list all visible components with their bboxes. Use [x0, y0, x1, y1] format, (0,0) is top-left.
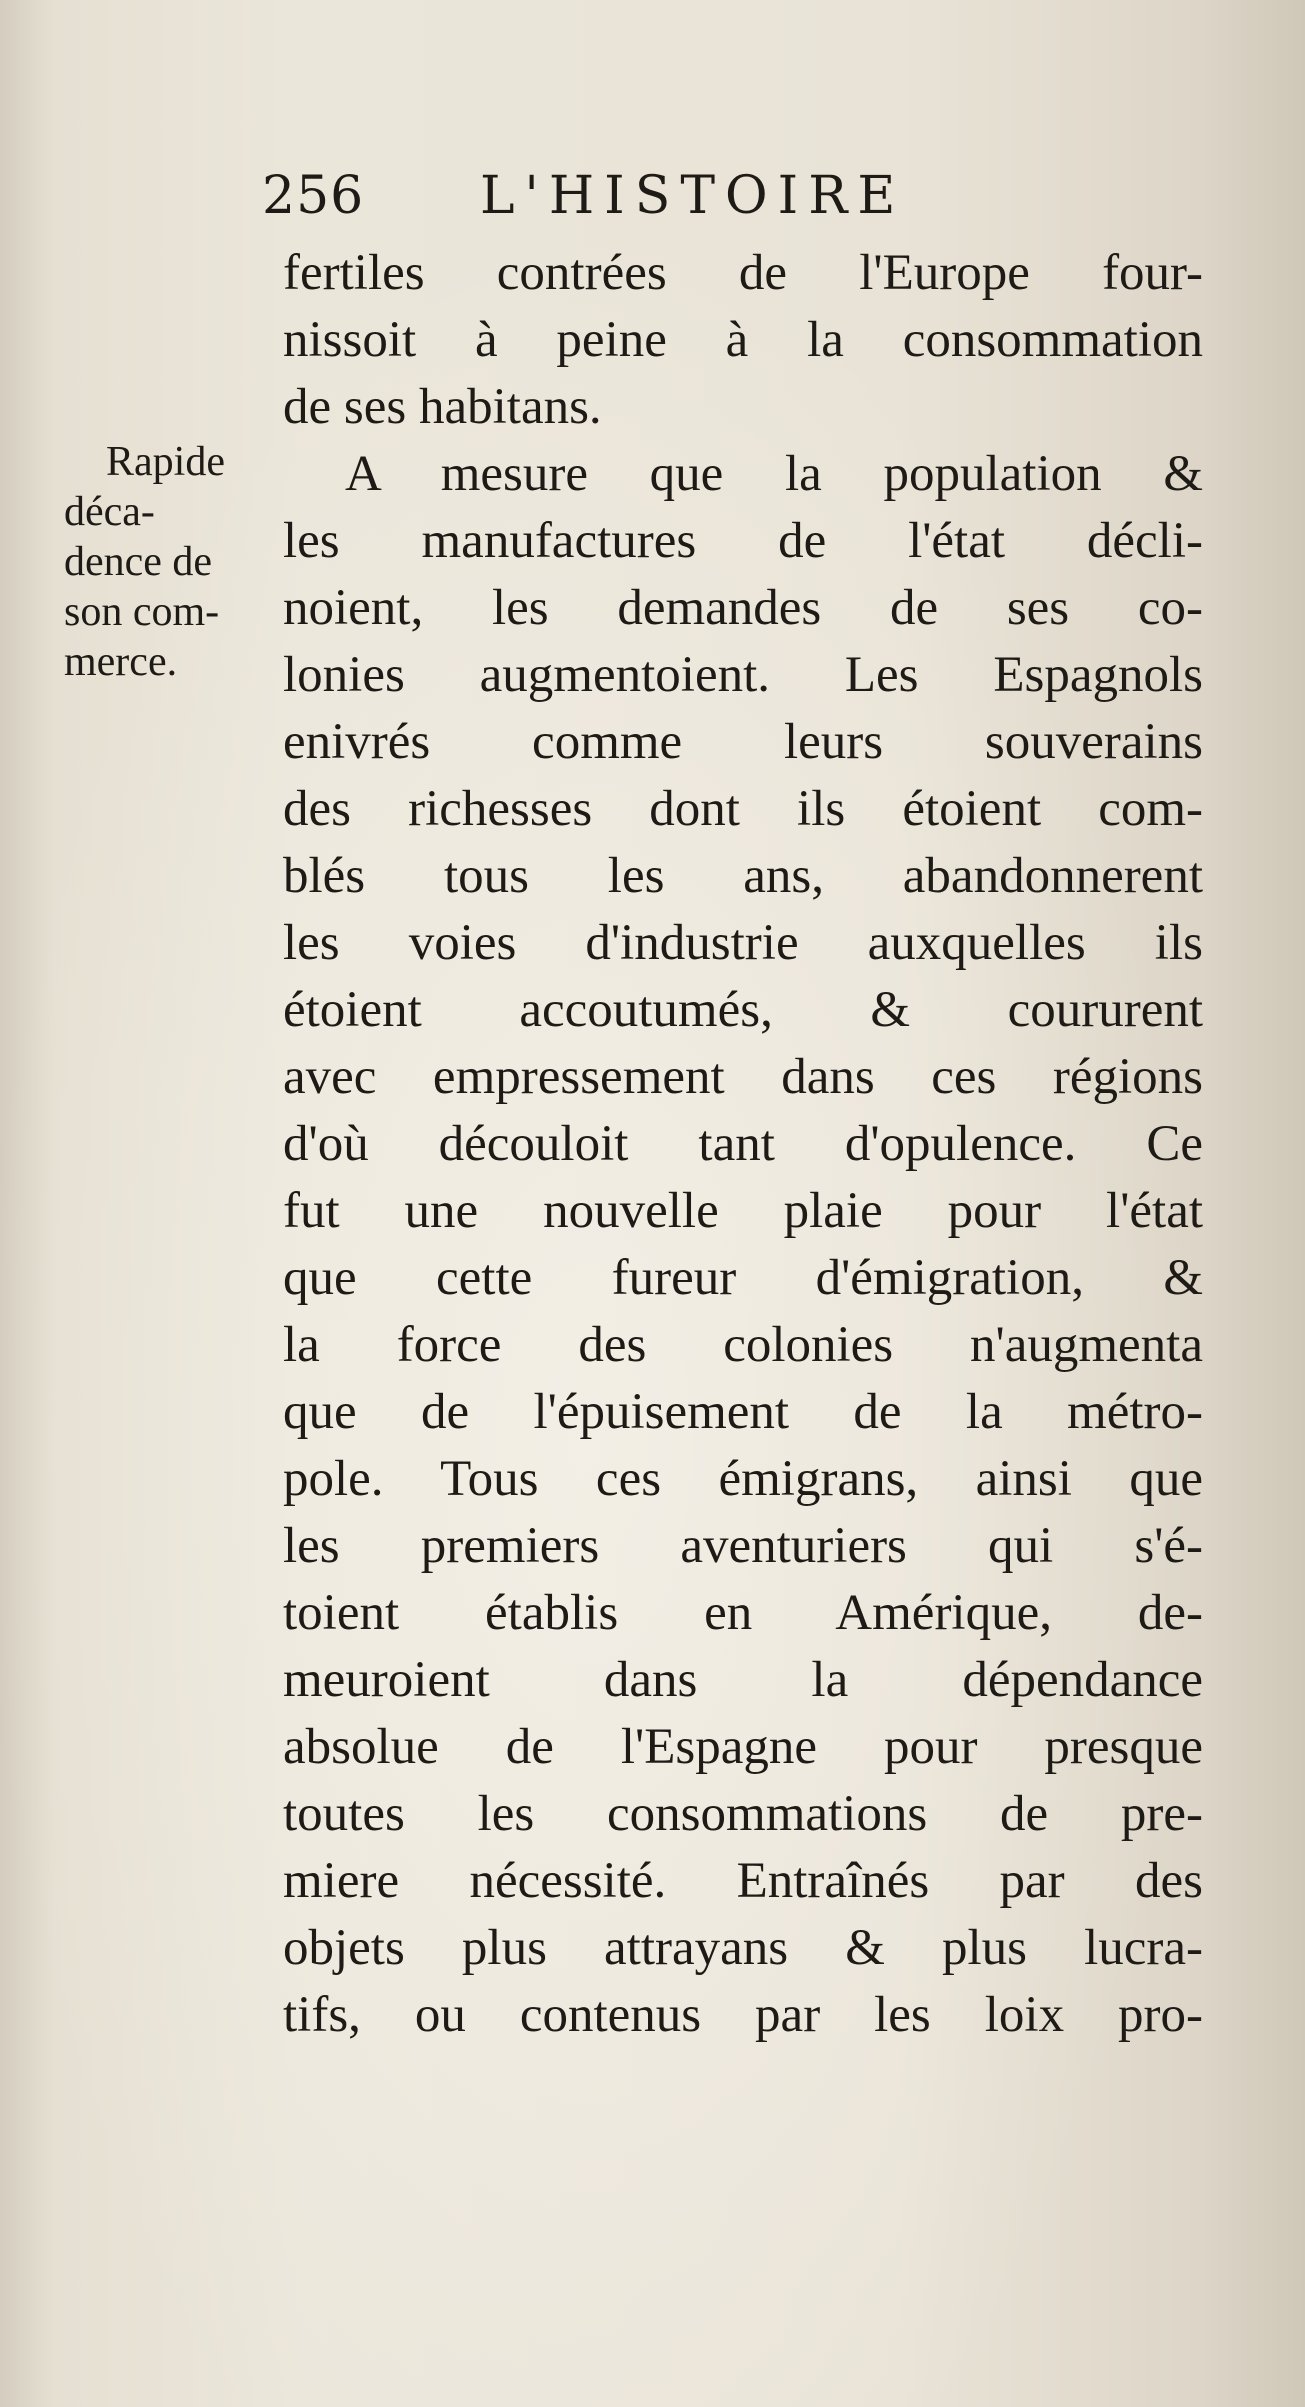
- text-line: absolue de l'Espagne pour presque: [283, 1719, 1203, 1775]
- text-line: miere nécessité. Entraînés par des: [283, 1853, 1203, 1909]
- text-line: les voies d'industrie auxquelles ils: [283, 915, 1203, 971]
- running-head: L'HISTOIRE: [480, 166, 906, 226]
- page-header: [262, 160, 1022, 232]
- text-line: enivrés comme leurs souverains: [283, 714, 1203, 770]
- margin-note-line: Rapide: [106, 439, 225, 485]
- text-line: lonies augmentoient. Les Espagnols: [283, 647, 1203, 703]
- text-line: meuroient dans la dépendance: [283, 1652, 1203, 1708]
- text-line: toutes les consommations de pre-: [283, 1786, 1203, 1842]
- text-line: fertiles contrées de l'Europe four-: [283, 245, 1203, 301]
- page-number: 256: [262, 166, 365, 226]
- text-line: que de l'épuisement de la métro-: [283, 1384, 1203, 1440]
- text-line: pole. Tous ces émigrans, ainsi que: [283, 1451, 1203, 1507]
- margin-note-line: merce.: [64, 639, 178, 685]
- text-line: les manufactures de l'état décli-: [283, 513, 1203, 569]
- text-line: A mesure que la population &: [345, 446, 1203, 502]
- text-line: objets plus attrayans & plus lucra-: [283, 1920, 1203, 1976]
- text-line: fut une nouvelle plaie pour l'état: [283, 1183, 1203, 1239]
- text-line: la force des colonies n'augmenta: [283, 1317, 1203, 1373]
- text-line: que cette fureur d'émigration, &: [283, 1250, 1203, 1306]
- text-line: noient, les demandes de ses co-: [283, 580, 1203, 636]
- margin-note-line: son com-: [64, 589, 220, 635]
- text-line: d'où découloit tant d'opulence. Ce: [283, 1116, 1203, 1172]
- text-line: des richesses dont ils étoient com-: [283, 781, 1203, 837]
- text-line: étoient accoutumés, & coururent: [283, 982, 1203, 1038]
- text-line: blés tous les ans, abandonnerent: [283, 848, 1203, 904]
- text-line: les premiers aventuriers qui s'é-: [283, 1518, 1203, 1574]
- text-line: avec empressement dans ces régions: [283, 1049, 1203, 1105]
- text-line: toient établis en Amérique, de-: [283, 1585, 1203, 1641]
- text-line: de ses habitans.: [283, 379, 602, 435]
- margin-note-line: déca-: [64, 489, 155, 535]
- margin-note: [64, 437, 274, 687]
- margin-note-line: dence de: [64, 539, 213, 585]
- text-line: tifs, ou contenus par les loix pro-: [283, 1987, 1203, 2043]
- text-line: nissoit à peine à la consommation: [283, 312, 1203, 368]
